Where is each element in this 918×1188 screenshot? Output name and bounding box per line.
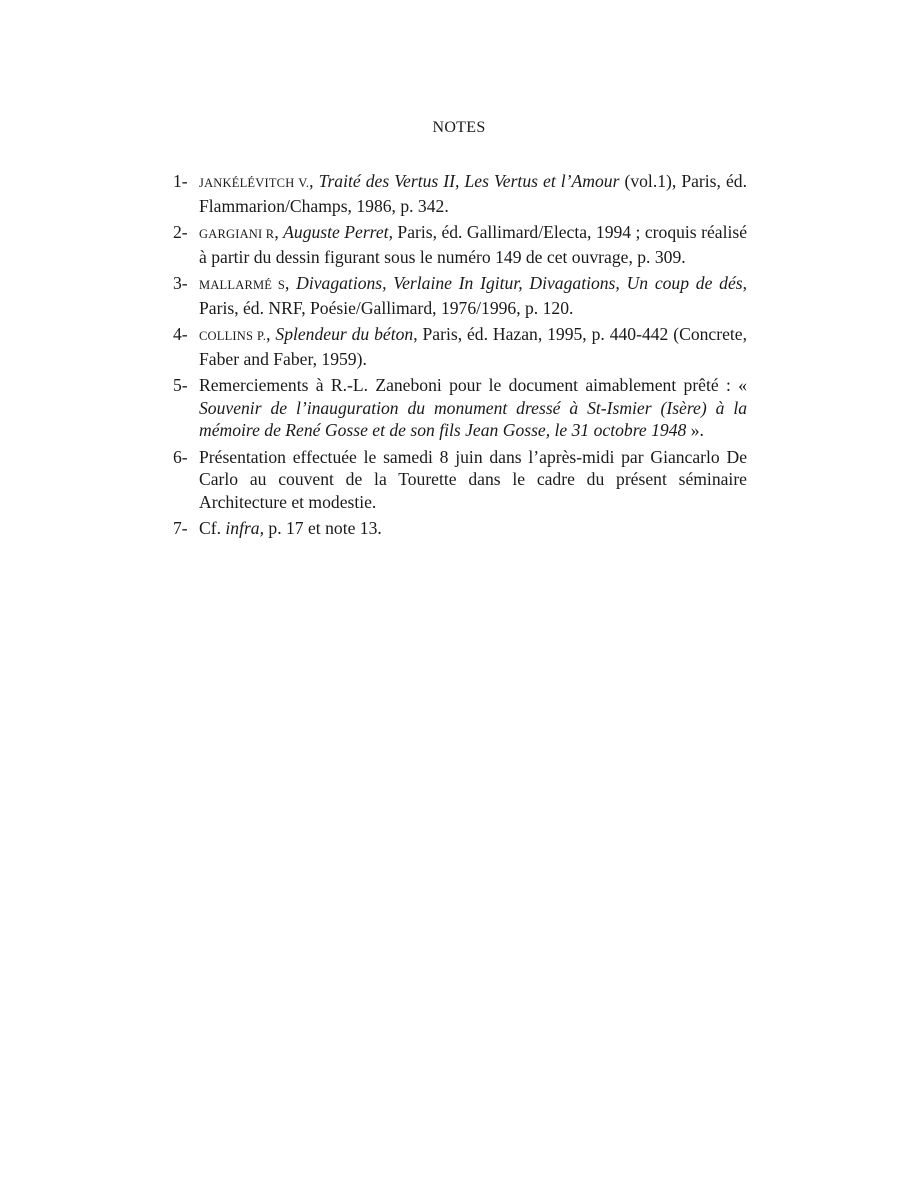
note-details: , Paris, éd. Gallimard/Electa, 1994 ; croquis réalisé à partir du dessin figurant sous le numéro 149 de cet ouvrage, p. 309.: [199, 222, 748, 267]
note-text: [199, 221, 747, 268]
note-item-1: [173, 170, 747, 217]
notes-list: [173, 170, 747, 544]
note-author: GARGIANI R: [199, 227, 275, 241]
note-quoted-title: Souvenir de l’inauguration du monument dressé à St-Ismier (Isère) à la mémoire de René Gosse et de son fils Jean Gosse, le 31 octobre 1948: [199, 397, 747, 440]
note-lead: Remerciements à R.-L. Zaneboni pour le document aimablement prêté : «: [199, 375, 747, 395]
note-number: 2-: [173, 222, 188, 242]
note-text: [199, 170, 747, 217]
note-text: Présentation effectuée le samedi 8 juin dans l’après-midi par Giancarlo De Carlo au couvent de la Tourette dans le cadre du présent séminaire Architecture et modestie.: [199, 446, 747, 512]
note-author: JANKÉLÉVITCH V.: [199, 176, 310, 190]
note-work-title: Auguste Perret: [283, 222, 389, 242]
note-item-3: [173, 272, 747, 319]
note-work-title: Splendeur du béton: [275, 324, 414, 344]
note-item-7: [173, 517, 747, 540]
note-number: 4-: [173, 324, 188, 344]
note-separator: ,: [274, 222, 284, 242]
note-details: , Paris, éd. Hazan, 1995, p. 440-442 (Concrete, Faber and Faber, 1959).: [199, 324, 747, 369]
note-author: MALLARMÉ S: [199, 278, 285, 292]
note-number: 7-: [173, 518, 188, 538]
note-separator: ,: [266, 324, 276, 344]
note-details: p. 17 et note 13.: [264, 518, 382, 538]
note-text: [199, 272, 747, 319]
note-item-5: [173, 374, 747, 442]
note-text: [199, 374, 747, 442]
note-author: COLLINS P.: [199, 329, 267, 343]
note-details: (vol.1), Paris, éd. Flammarion/Champs, 1986, p. 342.: [199, 171, 747, 216]
note-text: [199, 323, 747, 370]
note-item-6: [173, 446, 747, 514]
note-details: , Paris, éd. NRF, Poésie/Gallimard, 1976/1996, p. 120.: [199, 273, 748, 318]
note-separator: ,: [284, 273, 297, 293]
note-number: 5-: [173, 375, 188, 395]
page-title: NOTES: [432, 119, 486, 136]
note-lead: Cf.: [199, 518, 226, 538]
note-reference: infra,: [225, 518, 265, 538]
note-number: 6-: [173, 446, 188, 467]
note-number: 1-: [173, 171, 188, 191]
note-details: ».: [686, 420, 704, 440]
note-item-4: [173, 323, 747, 370]
note-item-2: [173, 221, 747, 268]
note-work-title: Divagations, Verlaine In Igitur, Divagations, Un coup de dés: [296, 273, 743, 293]
note-number: 3-: [173, 273, 188, 293]
note-separator: ,: [309, 171, 319, 191]
note-text: [199, 517, 747, 540]
note-work-title: Traité des Vertus II, Les Vertus et l’Amour: [318, 171, 620, 191]
